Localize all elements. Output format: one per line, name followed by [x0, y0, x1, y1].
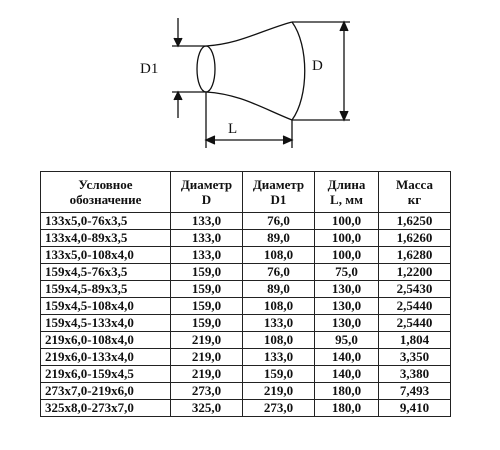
label-l: L [228, 121, 238, 137]
table-row [41, 264, 451, 281]
cell-diameter-d1: 76,0 [243, 213, 315, 230]
cell-mass: 9,410 [379, 400, 451, 417]
table-row [41, 315, 451, 332]
cell-diameter-d1: 133,0 [243, 315, 315, 332]
cell-diameter-d: 325,0 [171, 400, 243, 417]
cell-mass: 7,493 [379, 383, 451, 400]
cell-diameter-d: 273,0 [171, 383, 243, 400]
cell-mass: 1,804 [379, 332, 451, 349]
cell-diameter-d1: 108,0 [243, 332, 315, 349]
cell-length: 100,0 [315, 230, 379, 247]
cell-diameter-d1: 133,0 [243, 349, 315, 366]
cell-length: 100,0 [315, 247, 379, 264]
cell-diameter-d1: 108,0 [243, 298, 315, 315]
table-row [41, 281, 451, 298]
table-row [41, 230, 451, 247]
cell-length: 130,0 [315, 281, 379, 298]
cell-diameter-d1: 159,0 [243, 366, 315, 383]
cell-length: 75,0 [315, 264, 379, 281]
cell-mass: 3,350 [379, 349, 451, 366]
cell-diameter-d1: 89,0 [243, 230, 315, 247]
cell-diameter-d: 133,0 [171, 230, 243, 247]
header-designation: Условное обозначение [41, 172, 171, 213]
cell-designation: 159x4,5-133x4,0 [41, 315, 171, 332]
cell-diameter-d: 219,0 [171, 332, 243, 349]
cell-designation: 159x4,5-76x3,5 [41, 264, 171, 281]
cell-length: 100,0 [315, 213, 379, 230]
cell-mass: 1,6250 [379, 213, 451, 230]
cell-diameter-d: 219,0 [171, 366, 243, 383]
cell-length: 180,0 [315, 383, 379, 400]
table-row [41, 349, 451, 366]
label-d: D [312, 58, 323, 74]
cell-mass: 1,6280 [379, 247, 451, 264]
header-length: Длина L, мм [315, 172, 379, 213]
cell-length: 95,0 [315, 332, 379, 349]
header-diameter-d: Диаметр D [171, 172, 243, 213]
large-end-arc [292, 22, 305, 120]
cell-designation: 159x4,5-89x3,5 [41, 281, 171, 298]
cell-diameter-d: 219,0 [171, 349, 243, 366]
cell-diameter-d: 159,0 [171, 315, 243, 332]
cell-diameter-d: 159,0 [171, 264, 243, 281]
cell-length: 130,0 [315, 315, 379, 332]
cell-diameter-d1: 108,0 [243, 247, 315, 264]
cell-mass: 2,5440 [379, 315, 451, 332]
cell-designation: 133x4,0-89x3,5 [41, 230, 171, 247]
cell-designation: 159x4,5-108x4,0 [41, 298, 171, 315]
cell-diameter-d1: 89,0 [243, 281, 315, 298]
reducer-outline-bottom [206, 92, 292, 120]
reducer-drawing [0, 0, 500, 168]
header-mass: Масса кг [379, 172, 451, 213]
label-d1: D1 [140, 61, 159, 77]
cell-mass: 2,5440 [379, 298, 451, 315]
cell-diameter-d: 159,0 [171, 281, 243, 298]
table-row [41, 298, 451, 315]
cell-designation: 219x6,0-159x4,5 [41, 366, 171, 383]
cell-length: 130,0 [315, 298, 379, 315]
cell-length: 140,0 [315, 349, 379, 366]
cell-diameter-d: 133,0 [171, 247, 243, 264]
cell-mass: 2,5430 [379, 281, 451, 298]
cell-designation: 133x5,0-108x4,0 [41, 247, 171, 264]
table-header-row [41, 172, 451, 213]
cell-diameter-d: 159,0 [171, 298, 243, 315]
table-row [41, 213, 451, 230]
cell-designation: 219x6,0-133x4,0 [41, 349, 171, 366]
cell-diameter-d1: 219,0 [243, 383, 315, 400]
table-row [41, 366, 451, 383]
cell-mass: 3,380 [379, 366, 451, 383]
table-row [41, 400, 451, 417]
cell-mass: 1,6260 [379, 230, 451, 247]
cell-mass: 1,2200 [379, 264, 451, 281]
small-end-ellipse [197, 46, 215, 92]
cell-length: 180,0 [315, 400, 379, 417]
cell-length: 140,0 [315, 366, 379, 383]
cell-diameter-d1: 273,0 [243, 400, 315, 417]
reducer-outline-top [206, 22, 292, 46]
cell-diameter-d1: 76,0 [243, 264, 315, 281]
header-diameter-d1: Диаметр D1 [243, 172, 315, 213]
table-row [41, 332, 451, 349]
cell-designation: 273x7,0-219x6,0 [41, 383, 171, 400]
cell-designation: 219x6,0-108x4,0 [41, 332, 171, 349]
reducer-spec-table [40, 171, 451, 417]
table-row [41, 383, 451, 400]
table-body [41, 213, 451, 417]
cell-diameter-d: 133,0 [171, 213, 243, 230]
table-row [41, 247, 451, 264]
cell-designation: 133x5,0-76x3,5 [41, 213, 171, 230]
cell-designation: 325x8,0-273x7,0 [41, 400, 171, 417]
